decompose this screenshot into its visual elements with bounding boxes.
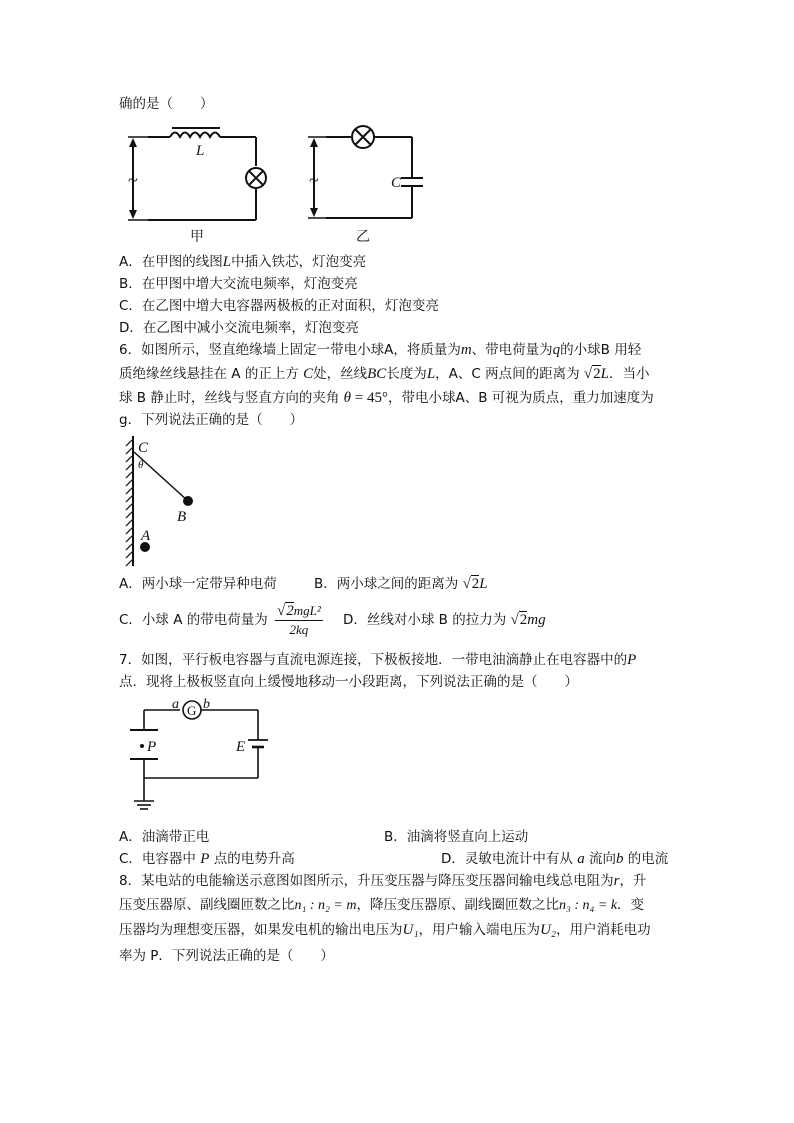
q6-stem-line-4: g．下列说法正确的是（ ）: [119, 412, 304, 428]
q6-option-d: D．丝线对小球 B 的拉力为 √2mg: [343, 612, 546, 628]
figure-jia-caption: 甲: [190, 230, 204, 245]
q6-option-c: C．小球 A 的带电荷量为 $\frac{\text{√2mgL²}}{2kq}$: [119, 602, 321, 637]
q5-option-d: D．在乙图中减小交流电频率，灯泡变亮: [119, 320, 359, 336]
figure-jia-ac-symbol: ~: [128, 170, 138, 190]
figure-q7-label-P: P: [147, 739, 157, 755]
figure-q7-capacitor-circuit: [122, 696, 272, 814]
figure-yi-caption: 乙: [356, 230, 370, 245]
q6-stem-line-2: 质绝缘丝线悬挂在 A 的正上方 C处，丝线BC长度为L，A、C 两点间的距离为 √2L．当小: [119, 366, 650, 382]
q6-stem-line-1: 6．如图所示，竖直绝缘墙上固定一带电小球A，将质量为m、带电荷量为q的小球B 用轻: [119, 342, 642, 358]
figure-q6-label-theta: θ: [138, 459, 144, 471]
q5-option-a: A．在甲图的线图L中插入铁芯，灯泡变亮: [119, 254, 367, 270]
figure-q6-pendulum: [122, 434, 212, 569]
q8-stem-line-2: 压变压器原、副线圈匝数之比n₁ : n₂ = m，降压变压器原、副线圈匝数之比n₃ : n₄ = k．变: [119, 897, 645, 913]
q7-stem-line-1: 7．如图，平行板电容器与直流电源连接，下极板接地．一带电油滴静止在电容器中的P: [119, 652, 637, 668]
figure-jia-label-L: L: [196, 143, 205, 159]
q5-option-c: C．在乙图中增大电容器两极板的正对面积，灯泡变亮: [119, 298, 439, 314]
figure-q6-label-A: A: [141, 528, 151, 544]
figure-yi-ac-symbol: ~: [309, 170, 319, 190]
q7-stem-line-2: 点．现将上极板竖直向上缓慢地移动一小段距离，下列说法正确的是（ ）: [119, 674, 578, 690]
figure-yi-label-C: C: [391, 175, 402, 191]
q8-stem-line-4: 率为 P．下列说法正确的是（ ）: [119, 948, 334, 964]
q5-stem-tail: 确的是（ ）: [119, 96, 214, 112]
q6-stem-line-3: 球 B 静止时，丝线与竖直方向的夹角 θ = 45°，带电小球A、B 可视为质点，重力加速度为: [119, 390, 654, 406]
figure-jia-circuit: [120, 122, 270, 247]
q7-option-b: B．油滴将竖直向上运动: [384, 829, 529, 845]
q8-stem-line-1: 8．某电站的电能输送示意图如图所示，升压变压器与降压变压器间输电线总电阻为r，升: [119, 873, 647, 889]
figure-q6-label-B: B: [177, 509, 187, 525]
figure-yi-circuit: [300, 122, 440, 247]
q5-option-b: B．在甲图中增大交流电频率，灯泡变亮: [119, 276, 358, 292]
figure-q7-label-a: a: [172, 697, 179, 712]
figure-q7-galvanometer-G: G: [187, 703, 197, 718]
q7-option-d: D．灵敏电流计中有从 a 流向b 的电流: [441, 851, 669, 867]
q6-option-a: A．两小球一定带异种电荷: [119, 576, 277, 592]
q7-option-a: A．油滴带正电: [119, 829, 210, 845]
q6-option-b: B．两小球之间的距离为 √2L: [314, 576, 488, 592]
figure-q6-label-C: C: [138, 440, 149, 456]
q8-stem-line-3: 压器均为理想变压器，如果发电机的输出电压为U₁，用户输入端电压为U₂，用户消耗电功: [119, 922, 651, 938]
figure-q7-label-E: E: [236, 739, 246, 755]
q7-option-c: C．电容器中 P 点的电势升高: [119, 851, 295, 867]
figure-q7-label-b: b: [203, 697, 210, 712]
